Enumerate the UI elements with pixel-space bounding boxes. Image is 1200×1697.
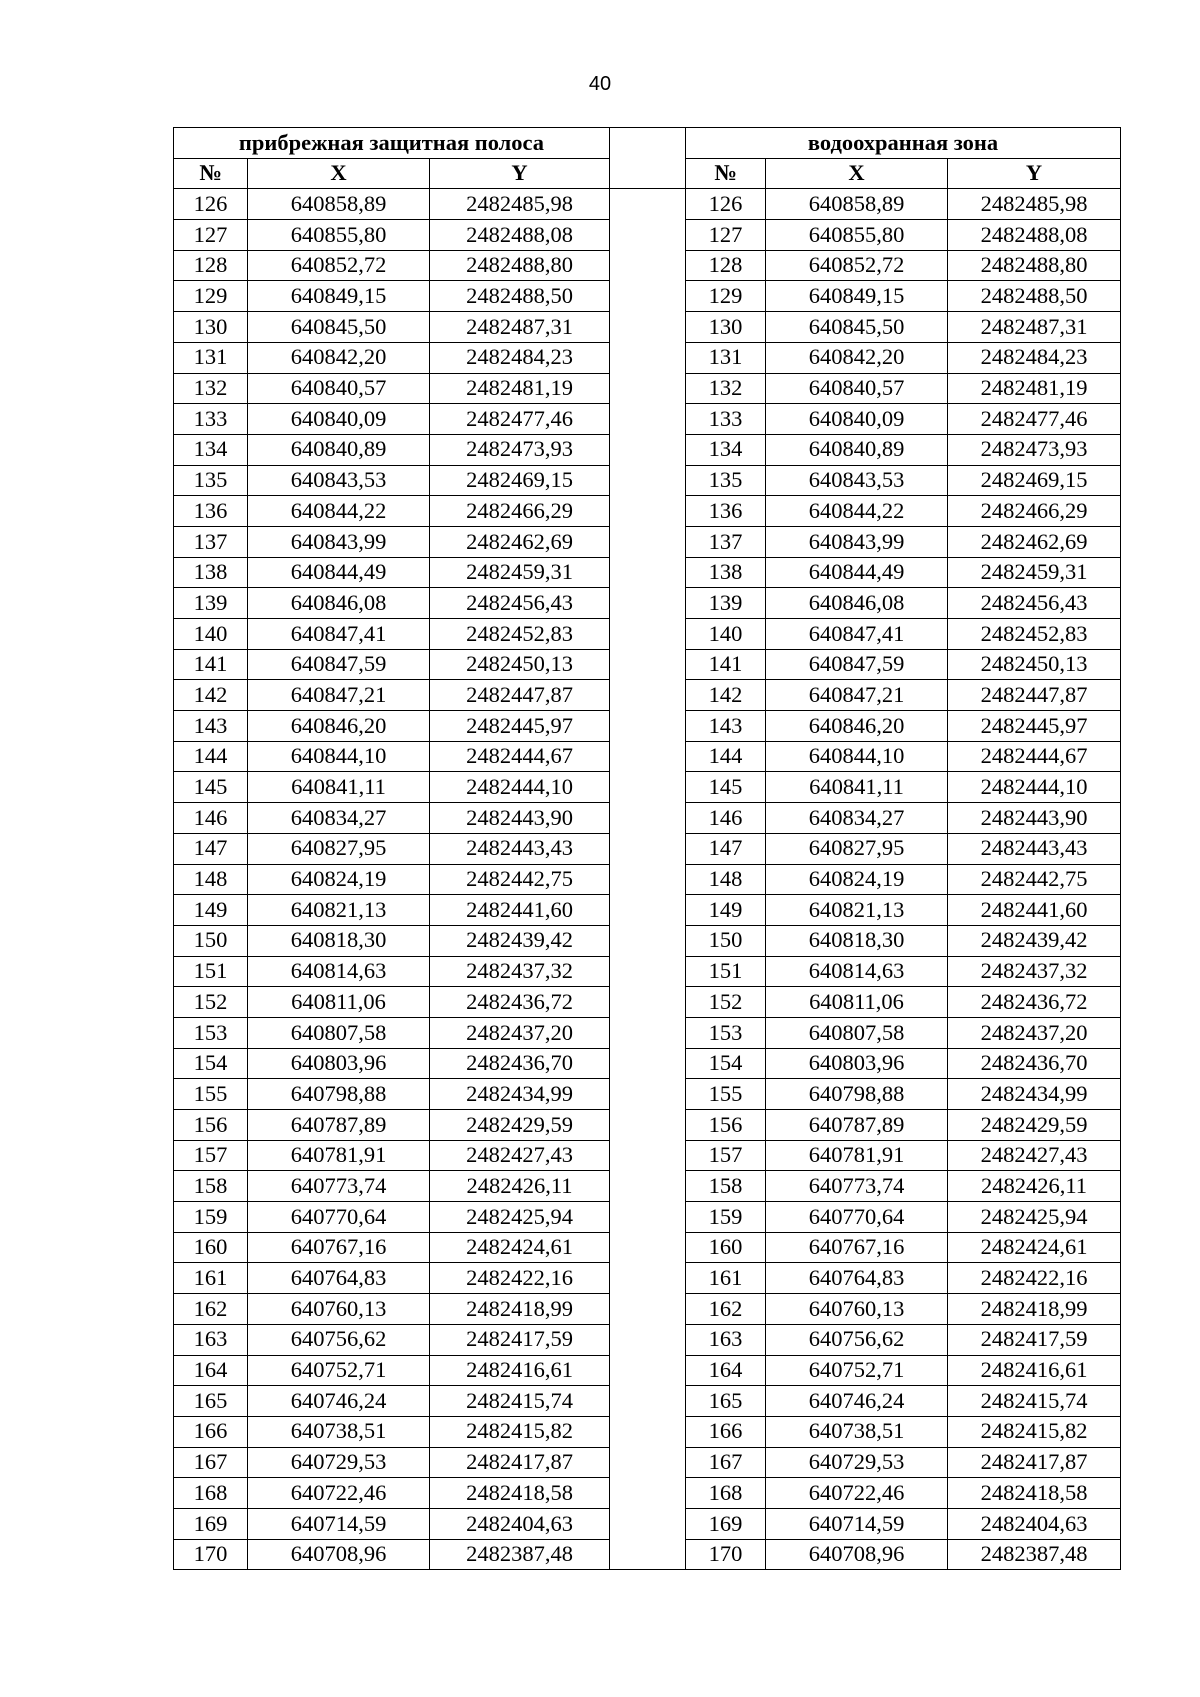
right-cell-num: 148 [686,864,766,895]
left-cell-x: 640840,57 [248,373,430,404]
left-cell-x: 640840,89 [248,434,430,465]
left-cell-num: 168 [174,1478,248,1509]
right-cell-num: 156 [686,1110,766,1141]
right-cell-y: 2482444,67 [948,741,1121,772]
right-cell-num: 130 [686,312,766,343]
right-cell-y: 2482447,87 [948,680,1121,711]
left-cell-num: 140 [174,619,248,650]
left-cell-x: 640798,88 [248,1079,430,1110]
left-cell-x: 640708,96 [248,1539,430,1570]
left-cell-y: 2482466,29 [430,496,610,527]
right-cell-x: 640846,20 [766,711,948,742]
right-cell-num: 136 [686,496,766,527]
left-cell-y: 2482469,15 [430,465,610,496]
left-cell-x: 640760,13 [248,1294,430,1325]
right-cell-y: 2482422,16 [948,1263,1121,1294]
left-cell-y: 2482439,42 [430,925,610,956]
left-cell-x: 640752,71 [248,1355,430,1386]
right-cell-y: 2482429,59 [948,1110,1121,1141]
left-cell-num: 165 [174,1386,248,1417]
right-cell-num: 145 [686,772,766,803]
left-cell-y: 2482437,32 [430,956,610,987]
right-cell-x: 640842,20 [766,342,948,373]
left-cell-x: 640764,83 [248,1263,430,1294]
left-cell-y: 2482422,16 [430,1263,610,1294]
right-cell-num: 157 [686,1140,766,1171]
left-cell-x: 640738,51 [248,1416,430,1447]
left-section-title: прибрежная защитная полоса [174,128,610,159]
right-cell-x: 640846,08 [766,588,948,619]
right-cell-num: 167 [686,1447,766,1478]
left-cell-y: 2482442,75 [430,864,610,895]
left-cell-num: 146 [174,803,248,834]
left-cell-num: 136 [174,496,248,527]
left-cell-num: 153 [174,1017,248,1048]
left-cell-x: 640746,24 [248,1386,430,1417]
right-cell-y: 2482442,75 [948,864,1121,895]
left-cell-num: 166 [174,1416,248,1447]
left-cell-y: 2482462,69 [430,526,610,557]
left-cell-num: 156 [174,1110,248,1141]
right-cell-x: 640847,59 [766,649,948,680]
left-cell-num: 128 [174,250,248,281]
left-cell-x: 640852,72 [248,250,430,281]
left-cell-x: 640773,74 [248,1171,430,1202]
left-col-num-header: № [174,158,248,189]
right-cell-x: 640824,19 [766,864,948,895]
page-number: 40 [588,73,612,95]
left-cell-y: 2482488,08 [430,220,610,251]
left-cell-num: 130 [174,312,248,343]
right-cell-num: 163 [686,1324,766,1355]
section-header-row [174,128,1121,159]
left-cell-num: 170 [174,1539,248,1570]
right-cell-x: 640811,06 [766,987,948,1018]
left-cell-x: 640843,53 [248,465,430,496]
left-cell-y: 2482485,98 [430,189,610,220]
left-cell-num: 134 [174,434,248,465]
right-cell-y: 2482439,42 [948,925,1121,956]
left-cell-y: 2482484,23 [430,342,610,373]
spacer-column [610,189,686,1570]
right-cell-x: 640840,89 [766,434,948,465]
right-cell-num: 151 [686,956,766,987]
right-cell-num: 135 [686,465,766,496]
right-cell-x: 640814,63 [766,956,948,987]
right-cell-y: 2482418,58 [948,1478,1121,1509]
right-cell-num: 161 [686,1263,766,1294]
left-cell-y: 2482415,82 [430,1416,610,1447]
left-cell-x: 640722,46 [248,1478,430,1509]
right-cell-y: 2482436,72 [948,987,1121,1018]
left-cell-num: 131 [174,342,248,373]
right-cell-x: 640818,30 [766,925,948,956]
right-cell-x: 640844,22 [766,496,948,527]
right-cell-x: 640746,24 [766,1386,948,1417]
right-cell-x: 640834,27 [766,803,948,834]
right-cell-y: 2482441,60 [948,895,1121,926]
left-cell-x: 640827,95 [248,833,430,864]
right-cell-num: 139 [686,588,766,619]
left-cell-x: 640844,10 [248,741,430,772]
right-cell-num: 128 [686,250,766,281]
right-cell-num: 153 [686,1017,766,1048]
right-col-num-header: № [686,158,766,189]
right-cell-num: 132 [686,373,766,404]
left-cell-y: 2482436,72 [430,987,610,1018]
right-cell-y: 2482387,48 [948,1539,1121,1570]
left-cell-y: 2482437,20 [430,1017,610,1048]
left-cell-num: 157 [174,1140,248,1171]
left-cell-y: 2482447,87 [430,680,610,711]
right-cell-x: 640844,10 [766,741,948,772]
left-cell-x: 640842,20 [248,342,430,373]
right-cell-num: 147 [686,833,766,864]
left-cell-y: 2482450,13 [430,649,610,680]
left-cell-x: 640855,80 [248,220,430,251]
right-cell-x: 640760,13 [766,1294,948,1325]
right-cell-x: 640798,88 [766,1079,948,1110]
right-cell-y: 2482426,11 [948,1171,1121,1202]
left-cell-x: 640843,99 [248,526,430,557]
left-cell-x: 640767,16 [248,1232,430,1263]
left-cell-x: 640846,08 [248,588,430,619]
left-cell-num: 137 [174,526,248,557]
right-cell-x: 640843,99 [766,526,948,557]
left-cell-num: 163 [174,1324,248,1355]
left-cell-x: 640787,89 [248,1110,430,1141]
left-cell-num: 149 [174,895,248,926]
right-cell-num: 158 [686,1171,766,1202]
right-cell-y: 2482424,61 [948,1232,1121,1263]
left-cell-y: 2482477,46 [430,404,610,435]
left-cell-y: 2482425,94 [430,1202,610,1233]
right-cell-x: 640843,53 [766,465,948,496]
right-cell-y: 2482416,61 [948,1355,1121,1386]
right-cell-y: 2482415,82 [948,1416,1121,1447]
right-cell-num: 131 [686,342,766,373]
right-cell-x: 640807,58 [766,1017,948,1048]
left-cell-y: 2482387,48 [430,1539,610,1570]
right-cell-x: 640722,46 [766,1478,948,1509]
left-cell-num: 143 [174,711,248,742]
right-cell-x: 640821,13 [766,895,948,926]
right-cell-num: 168 [686,1478,766,1509]
right-col-y-header: Y [948,158,1121,189]
left-cell-y: 2482444,67 [430,741,610,772]
right-cell-y: 2482415,74 [948,1386,1121,1417]
right-cell-num: 166 [686,1416,766,1447]
left-cell-y: 2482429,59 [430,1110,610,1141]
left-cell-y: 2482443,90 [430,803,610,834]
right-cell-y: 2482488,80 [948,250,1121,281]
right-cell-x: 640847,21 [766,680,948,711]
left-cell-y: 2482404,63 [430,1508,610,1539]
left-cell-y: 2482488,80 [430,250,610,281]
left-cell-y: 2482441,60 [430,895,610,926]
left-cell-y: 2482418,99 [430,1294,610,1325]
coordinates-table [173,127,1121,1570]
right-cell-y: 2482434,99 [948,1079,1121,1110]
right-cell-x: 640852,72 [766,250,948,281]
right-cell-num: 152 [686,987,766,1018]
table-body [174,189,1121,1570]
right-cell-num: 129 [686,281,766,312]
left-cell-y: 2482424,61 [430,1232,610,1263]
left-cell-y: 2482417,59 [430,1324,610,1355]
right-cell-y: 2482487,31 [948,312,1121,343]
left-cell-y: 2482415,74 [430,1386,610,1417]
left-cell-x: 640847,59 [248,649,430,680]
right-cell-x: 640708,96 [766,1539,948,1570]
right-cell-y: 2482488,50 [948,281,1121,312]
right-cell-x: 640803,96 [766,1048,948,1079]
left-cell-x: 640847,21 [248,680,430,711]
right-cell-num: 141 [686,649,766,680]
right-cell-x: 640764,83 [766,1263,948,1294]
right-cell-x: 640773,74 [766,1171,948,1202]
table-row [174,189,1121,220]
right-cell-y: 2482477,46 [948,404,1121,435]
left-cell-num: 141 [174,649,248,680]
left-cell-y: 2482426,11 [430,1171,610,1202]
left-cell-num: 145 [174,772,248,803]
left-cell-x: 640781,91 [248,1140,430,1171]
right-cell-y: 2482443,43 [948,833,1121,864]
left-cell-num: 169 [174,1508,248,1539]
left-cell-num: 133 [174,404,248,435]
right-cell-num: 155 [686,1079,766,1110]
right-cell-num: 154 [686,1048,766,1079]
left-cell-x: 640845,50 [248,312,430,343]
right-cell-x: 640729,53 [766,1447,948,1478]
right-cell-y: 2482444,10 [948,772,1121,803]
right-cell-y: 2482417,59 [948,1324,1121,1355]
left-cell-x: 640756,62 [248,1324,430,1355]
right-cell-num: 162 [686,1294,766,1325]
right-cell-y: 2482484,23 [948,342,1121,373]
left-cell-x: 640803,96 [248,1048,430,1079]
right-cell-y: 2482473,93 [948,434,1121,465]
left-cell-num: 129 [174,281,248,312]
left-cell-num: 162 [174,1294,248,1325]
right-cell-num: 169 [686,1508,766,1539]
right-cell-y: 2482417,87 [948,1447,1121,1478]
right-cell-x: 640844,49 [766,557,948,588]
right-cell-y: 2482456,43 [948,588,1121,619]
left-cell-num: 135 [174,465,248,496]
right-cell-y: 2482469,15 [948,465,1121,496]
right-cell-y: 2482466,29 [948,496,1121,527]
right-cell-num: 150 [686,925,766,956]
right-cell-num: 134 [686,434,766,465]
right-col-x-header: X [766,158,948,189]
left-cell-y: 2482456,43 [430,588,610,619]
left-cell-num: 160 [174,1232,248,1263]
right-cell-num: 170 [686,1539,766,1570]
left-cell-x: 640818,30 [248,925,430,956]
right-cell-num: 144 [686,741,766,772]
right-cell-x: 640767,16 [766,1232,948,1263]
right-cell-x: 640738,51 [766,1416,948,1447]
left-cell-y: 2482488,50 [430,281,610,312]
left-cell-x: 640770,64 [248,1202,430,1233]
left-cell-x: 640834,27 [248,803,430,834]
left-cell-x: 640814,63 [248,956,430,987]
right-cell-num: 143 [686,711,766,742]
right-cell-x: 640787,89 [766,1110,948,1141]
right-cell-num: 149 [686,895,766,926]
left-cell-num: 154 [174,1048,248,1079]
right-cell-x: 640827,95 [766,833,948,864]
left-cell-y: 2482443,43 [430,833,610,864]
left-cell-y: 2482444,10 [430,772,610,803]
right-cell-y: 2482452,83 [948,619,1121,650]
left-cell-y: 2482417,87 [430,1447,610,1478]
right-cell-y: 2482437,32 [948,956,1121,987]
right-cell-y: 2482445,97 [948,711,1121,742]
left-cell-num: 167 [174,1447,248,1478]
right-cell-x: 640841,11 [766,772,948,803]
left-cell-num: 127 [174,220,248,251]
right-cell-y: 2482481,19 [948,373,1121,404]
left-cell-num: 152 [174,987,248,1018]
left-cell-x: 640858,89 [248,189,430,220]
left-cell-num: 151 [174,956,248,987]
left-cell-x: 640811,06 [248,987,430,1018]
left-cell-y: 2482427,43 [430,1140,610,1171]
right-cell-x: 640781,91 [766,1140,948,1171]
left-cell-x: 640844,22 [248,496,430,527]
left-cell-num: 164 [174,1355,248,1386]
left-cell-y: 2482416,61 [430,1355,610,1386]
right-cell-x: 640847,41 [766,619,948,650]
right-cell-y: 2482427,43 [948,1140,1121,1171]
left-col-y-header: Y [430,158,610,189]
left-cell-y: 2482473,93 [430,434,610,465]
left-cell-num: 126 [174,189,248,220]
left-cell-y: 2482459,31 [430,557,610,588]
left-cell-y: 2482481,19 [430,373,610,404]
left-cell-x: 640849,15 [248,281,430,312]
right-cell-num: 142 [686,680,766,711]
right-cell-num: 146 [686,803,766,834]
right-cell-y: 2482443,90 [948,803,1121,834]
right-cell-y: 2482425,94 [948,1202,1121,1233]
right-cell-y: 2482436,70 [948,1048,1121,1079]
right-cell-num: 165 [686,1386,766,1417]
left-cell-num: 158 [174,1171,248,1202]
left-cell-x: 640841,11 [248,772,430,803]
right-cell-num: 164 [686,1355,766,1386]
left-cell-x: 640846,20 [248,711,430,742]
left-cell-y: 2482418,58 [430,1478,610,1509]
right-cell-num: 126 [686,189,766,220]
left-cell-y: 2482452,83 [430,619,610,650]
right-cell-x: 640840,57 [766,373,948,404]
right-cell-x: 640855,80 [766,220,948,251]
right-cell-x: 640756,62 [766,1324,948,1355]
left-cell-x: 640847,41 [248,619,430,650]
left-cell-x: 640840,09 [248,404,430,435]
right-cell-y: 2482437,20 [948,1017,1121,1048]
left-cell-num: 148 [174,864,248,895]
left-cell-x: 640824,19 [248,864,430,895]
right-cell-x: 640845,50 [766,312,948,343]
right-cell-num: 133 [686,404,766,435]
left-cell-num: 144 [174,741,248,772]
right-cell-x: 640858,89 [766,189,948,220]
left-cell-x: 640714,59 [248,1508,430,1539]
right-cell-num: 137 [686,526,766,557]
right-cell-x: 640840,09 [766,404,948,435]
right-cell-num: 160 [686,1232,766,1263]
right-cell-num: 127 [686,220,766,251]
left-col-x-header: X [248,158,430,189]
left-cell-num: 159 [174,1202,248,1233]
spacer-column-header [610,128,686,189]
right-cell-y: 2482459,31 [948,557,1121,588]
left-cell-num: 161 [174,1263,248,1294]
left-cell-x: 640844,49 [248,557,430,588]
left-cell-num: 138 [174,557,248,588]
left-cell-x: 640729,53 [248,1447,430,1478]
right-cell-y: 2482450,13 [948,649,1121,680]
left-cell-num: 142 [174,680,248,711]
right-cell-num: 138 [686,557,766,588]
right-cell-y: 2482485,98 [948,189,1121,220]
left-cell-x: 640807,58 [248,1017,430,1048]
right-cell-y: 2482404,63 [948,1508,1121,1539]
right-cell-x: 640770,64 [766,1202,948,1233]
left-cell-num: 150 [174,925,248,956]
right-cell-x: 640714,59 [766,1508,948,1539]
left-cell-y: 2482445,97 [430,711,610,742]
right-cell-x: 640849,15 [766,281,948,312]
left-cell-y: 2482487,31 [430,312,610,343]
right-section-title: водоохранная зона [686,128,1121,159]
left-cell-num: 132 [174,373,248,404]
left-cell-num: 139 [174,588,248,619]
right-cell-y: 2482488,08 [948,220,1121,251]
right-cell-y: 2482418,99 [948,1294,1121,1325]
right-cell-num: 159 [686,1202,766,1233]
left-cell-x: 640821,13 [248,895,430,926]
left-cell-y: 2482434,99 [430,1079,610,1110]
left-cell-num: 147 [174,833,248,864]
right-cell-y: 2482462,69 [948,526,1121,557]
left-cell-y: 2482436,70 [430,1048,610,1079]
right-cell-num: 140 [686,619,766,650]
right-cell-x: 640752,71 [766,1355,948,1386]
left-cell-num: 155 [174,1079,248,1110]
